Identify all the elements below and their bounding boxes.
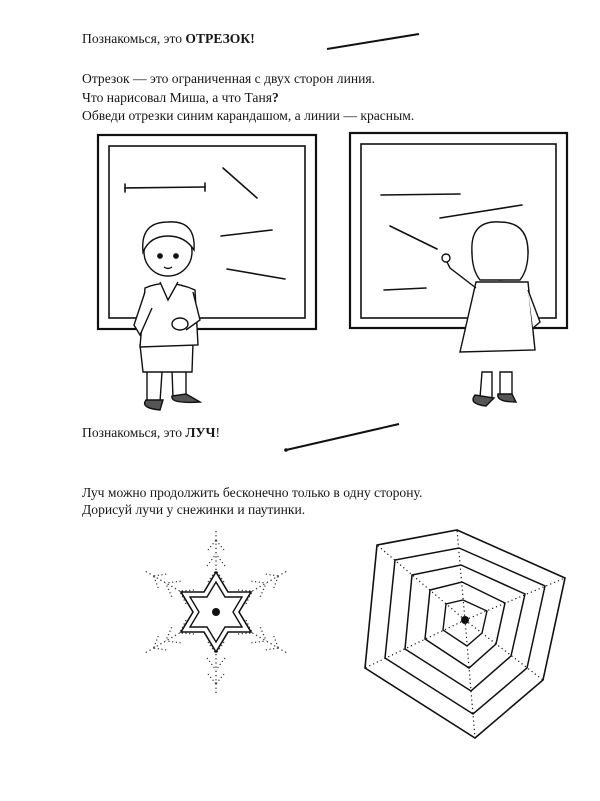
- spider-web-drawing: [365, 530, 565, 738]
- ray-definition: Луч можно продолжить бесконечно только в одну сторону.: [82, 485, 423, 500]
- snowflake-drawing: [140, 530, 291, 694]
- example-segment: [327, 34, 419, 49]
- task-draw-rays: Дорисуй лучи у снежинки и паутинки.: [82, 502, 306, 517]
- girl-figure: [442, 222, 540, 406]
- misha-board: [98, 135, 316, 329]
- boy-figure: [134, 222, 200, 410]
- ray-term: ЛУЧ: [185, 425, 216, 440]
- intro-ray-line: Познакомься, это ЛУЧ!: [82, 425, 221, 440]
- question-line: Что нарисовал Миша, а что Таня?: [82, 90, 279, 105]
- segment-definition: Отрезок — это ограниченная с двух сторон линия.: [82, 71, 376, 86]
- tanya-board: [350, 133, 567, 328]
- intro-segment-line: Познакомься, это ОТРЕЗОК!: [82, 31, 255, 46]
- example-ray: [286, 424, 399, 450]
- segment-term: ОТРЕЗОК!: [185, 31, 255, 46]
- task-trace-instruction: Обведи отрезки синим карандашом, а линии — красным.: [82, 108, 415, 123]
